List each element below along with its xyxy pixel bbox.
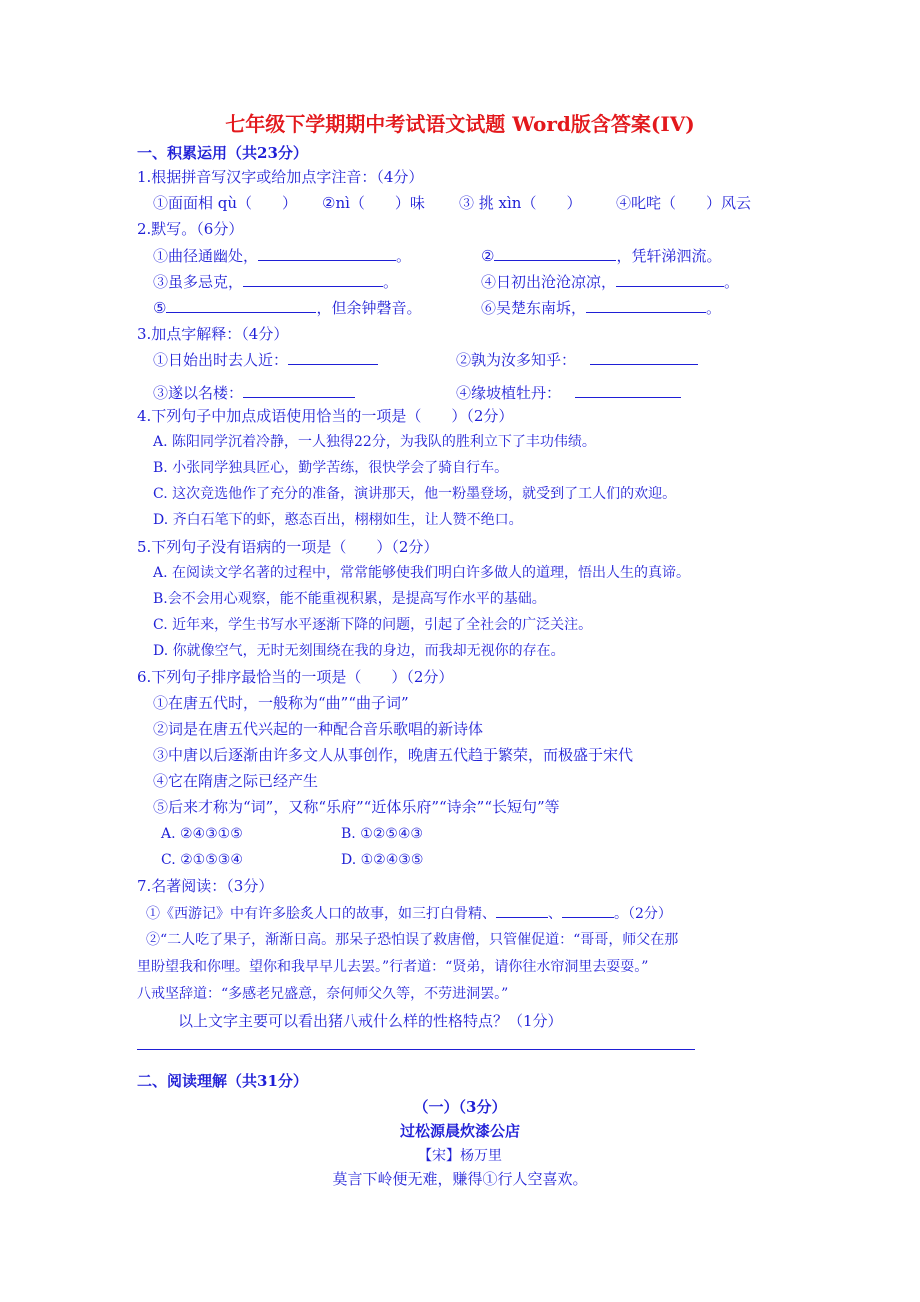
q3-d-text: ④缘坡植牡丹： (456, 384, 562, 402)
q5-option-a: A. 在阅读文学名著的过程中，常常能够使我们明白许多做人的道理，悟出人生的真谛。 (153, 565, 691, 581)
q3-b-blank[interactable] (590, 350, 698, 365)
poem-line-1: 莫言下岭便无难，赚得①行人空喜欢。 (332, 1170, 588, 1188)
q1-stem: 1.根据拼音写汉字或给加点字注音：（4分） (137, 168, 424, 186)
q4-stem: 4.下列句子中加点成语使用恰当的一项是（ ）（2分） (137, 407, 514, 425)
q2-b-text: ② (481, 247, 495, 265)
q2-b-blank[interactable] (494, 246, 616, 261)
q4-option-c: C. 这次竞选他作了充分的准备，演讲那天，他一粉墨登场，就受到了工人们的欢迎。 (153, 486, 677, 502)
q2-item-e (153, 298, 421, 318)
q3-item-b (456, 350, 698, 370)
q2-f-end: 。 (706, 299, 722, 317)
q6-sentence-4: ④它在隋唐之际已经产生 (153, 772, 319, 790)
q1-option-c: ③ 挑 xìn（ ） (459, 194, 582, 212)
q3-a-blank[interactable] (288, 350, 378, 365)
q7-stem: 7.名著阅读：（3分） (137, 877, 274, 895)
q2-c-text: ③虽多忌克， (153, 273, 244, 291)
q4-option-a: A. 陈阳同学沉着冷静，一人独得22分，为我队的胜利立下了丰功伟绩。 (153, 434, 596, 450)
q5-option-d: D. 你就像空气，无时无刻围绕在我的身边，而我却无视你的存在。 (153, 643, 565, 659)
q2-c-end: 。 (383, 273, 399, 291)
q2-a-blank[interactable] (258, 246, 396, 261)
q2-item-b (481, 246, 721, 266)
q1-option-d: ④叱咤（ ）风云 (616, 194, 752, 212)
q7-p1-blank-1[interactable] (496, 903, 548, 918)
q2-item-f (481, 298, 721, 318)
q2-f-text: ⑥吴楚东南坼， (481, 299, 587, 317)
section-2-heading: 二、阅读理解（共31分） (137, 1072, 308, 1090)
q6-sentence-2: ②词是在唐五代兴起的一种配合音乐歌唱的新诗体 (153, 720, 484, 738)
poem-author: 【宋】杨万里 (418, 1148, 502, 1164)
page-title: 七年级下学期期中考试语文试题 Word版含答案(IV) (225, 112, 695, 136)
q2-d-end: 。 (724, 273, 740, 291)
q3-item-c (153, 383, 355, 403)
q3-c-text: ③遂以名楼： (153, 384, 244, 402)
q5-option-b: B.会不会用心观察，能不能重视积累，是提高写作水平的基础。 (153, 591, 546, 607)
q2-e-text: ⑤ (153, 299, 167, 317)
q7-p1-sep: 、 (548, 906, 562, 922)
q7-p1-blank-2[interactable] (562, 903, 614, 918)
q6-option-d: D. ①②④③⑤ (341, 852, 424, 868)
q6-stem: 6.下列句子排序最恰当的一项是（ ）（2分） (137, 668, 454, 686)
part-1-heading: （一）（3分） (413, 1098, 507, 1116)
section-1-heading: 一、积累运用（共23分） (137, 144, 308, 162)
q2-b-end: ，凭轩涕泗流。 (616, 247, 722, 265)
q2-e-end: ，但余钟磬音。 (316, 299, 422, 317)
q5-stem: 5.下列句子没有语病的一项是（ ）（2分） (137, 538, 439, 556)
q7-passage-line-3: 八戒坚辞道：“多感老兄盛意，奈何师父久等，不劳进洞罢。” (137, 986, 509, 1002)
q2-item-a (153, 246, 411, 266)
q3-c-blank[interactable] (243, 383, 355, 398)
q7-part-1 (146, 903, 672, 924)
q2-a-end: 。 (396, 247, 412, 265)
q3-a-text: ①日始出时去人近： (153, 351, 289, 369)
q4-option-d: D. 齐白石笔下的虾，憨态百出，栩栩如生，让人赞不绝口。 (153, 512, 523, 528)
q7-p1-text: ①《西游记》中有许多脍炙人口的故事，如三打白骨精、 (146, 906, 496, 922)
q6-option-b: B. ①②⑤④③ (341, 826, 423, 842)
q6-option-a: A. ②④③①⑤ (161, 826, 243, 842)
q3-item-a (153, 350, 378, 370)
q3-b-text: ②孰为汝多知乎： (456, 351, 577, 369)
q1-option-b: ②nì（ ）味 (322, 194, 425, 212)
q2-d-blank[interactable] (616, 272, 724, 287)
q2-item-d (481, 272, 739, 292)
q7-question: 以上文字主要可以看出猪八戒什么样的性格特点？（1分） (178, 1012, 563, 1030)
q2-stem: 2.默写。（6分） (137, 220, 244, 238)
q4-option-b: B. 小张同学独具匠心，勤学苦练，很快学会了骑自行车。 (153, 460, 509, 476)
q7-passage-line-1: ②“二人吃了果子，渐渐日高。那呆子恐怕误了救唐僧，只管催促道：“哥哥，师父在那 (146, 932, 679, 948)
q2-f-blank[interactable] (586, 298, 706, 313)
q5-option-c: C. 近年来，学生书写水平逐渐下降的问题，引起了全社会的广泛关注。 (153, 617, 593, 633)
q2-d-text: ④日初出沧沧凉凉， (481, 273, 617, 291)
q2-item-c (153, 272, 398, 292)
q6-sentence-5: ⑤后来才称为“词”，又称“乐府”“近体乐府”“诗余”“长短句”等 (153, 798, 560, 816)
q6-sentence-1: ①在唐五代时，一般称为“曲”“曲子词” (153, 694, 409, 712)
q7-answer-line[interactable] (137, 1049, 695, 1050)
q6-option-c: C. ②①⑤③④ (161, 852, 243, 868)
q2-e-blank[interactable] (166, 298, 316, 313)
q3-d-blank[interactable] (575, 383, 681, 398)
poem-title: 过松源晨炊漆公店 (399, 1122, 520, 1140)
q2-a-text: ①曲径通幽处， (153, 247, 259, 265)
q6-sentence-3: ③中唐以后逐渐由许多文人从事创作，晚唐五代趋于繁荣，而极盛于宋代 (153, 746, 634, 764)
q3-stem: 3.加点字解释：（4分） (137, 325, 289, 343)
q7-p1-end: 。（2分） (614, 906, 672, 922)
q7-passage-line-2: 里盼望我和你哩。望你和我早早儿去罢。”行者道：“贤弟，请你往水帘洞里去耍耍。” (137, 959, 649, 975)
q2-c-blank[interactable] (243, 272, 383, 287)
q1-option-a: ①面面相 qù（ ） (153, 194, 298, 212)
q3-item-d (456, 383, 681, 403)
